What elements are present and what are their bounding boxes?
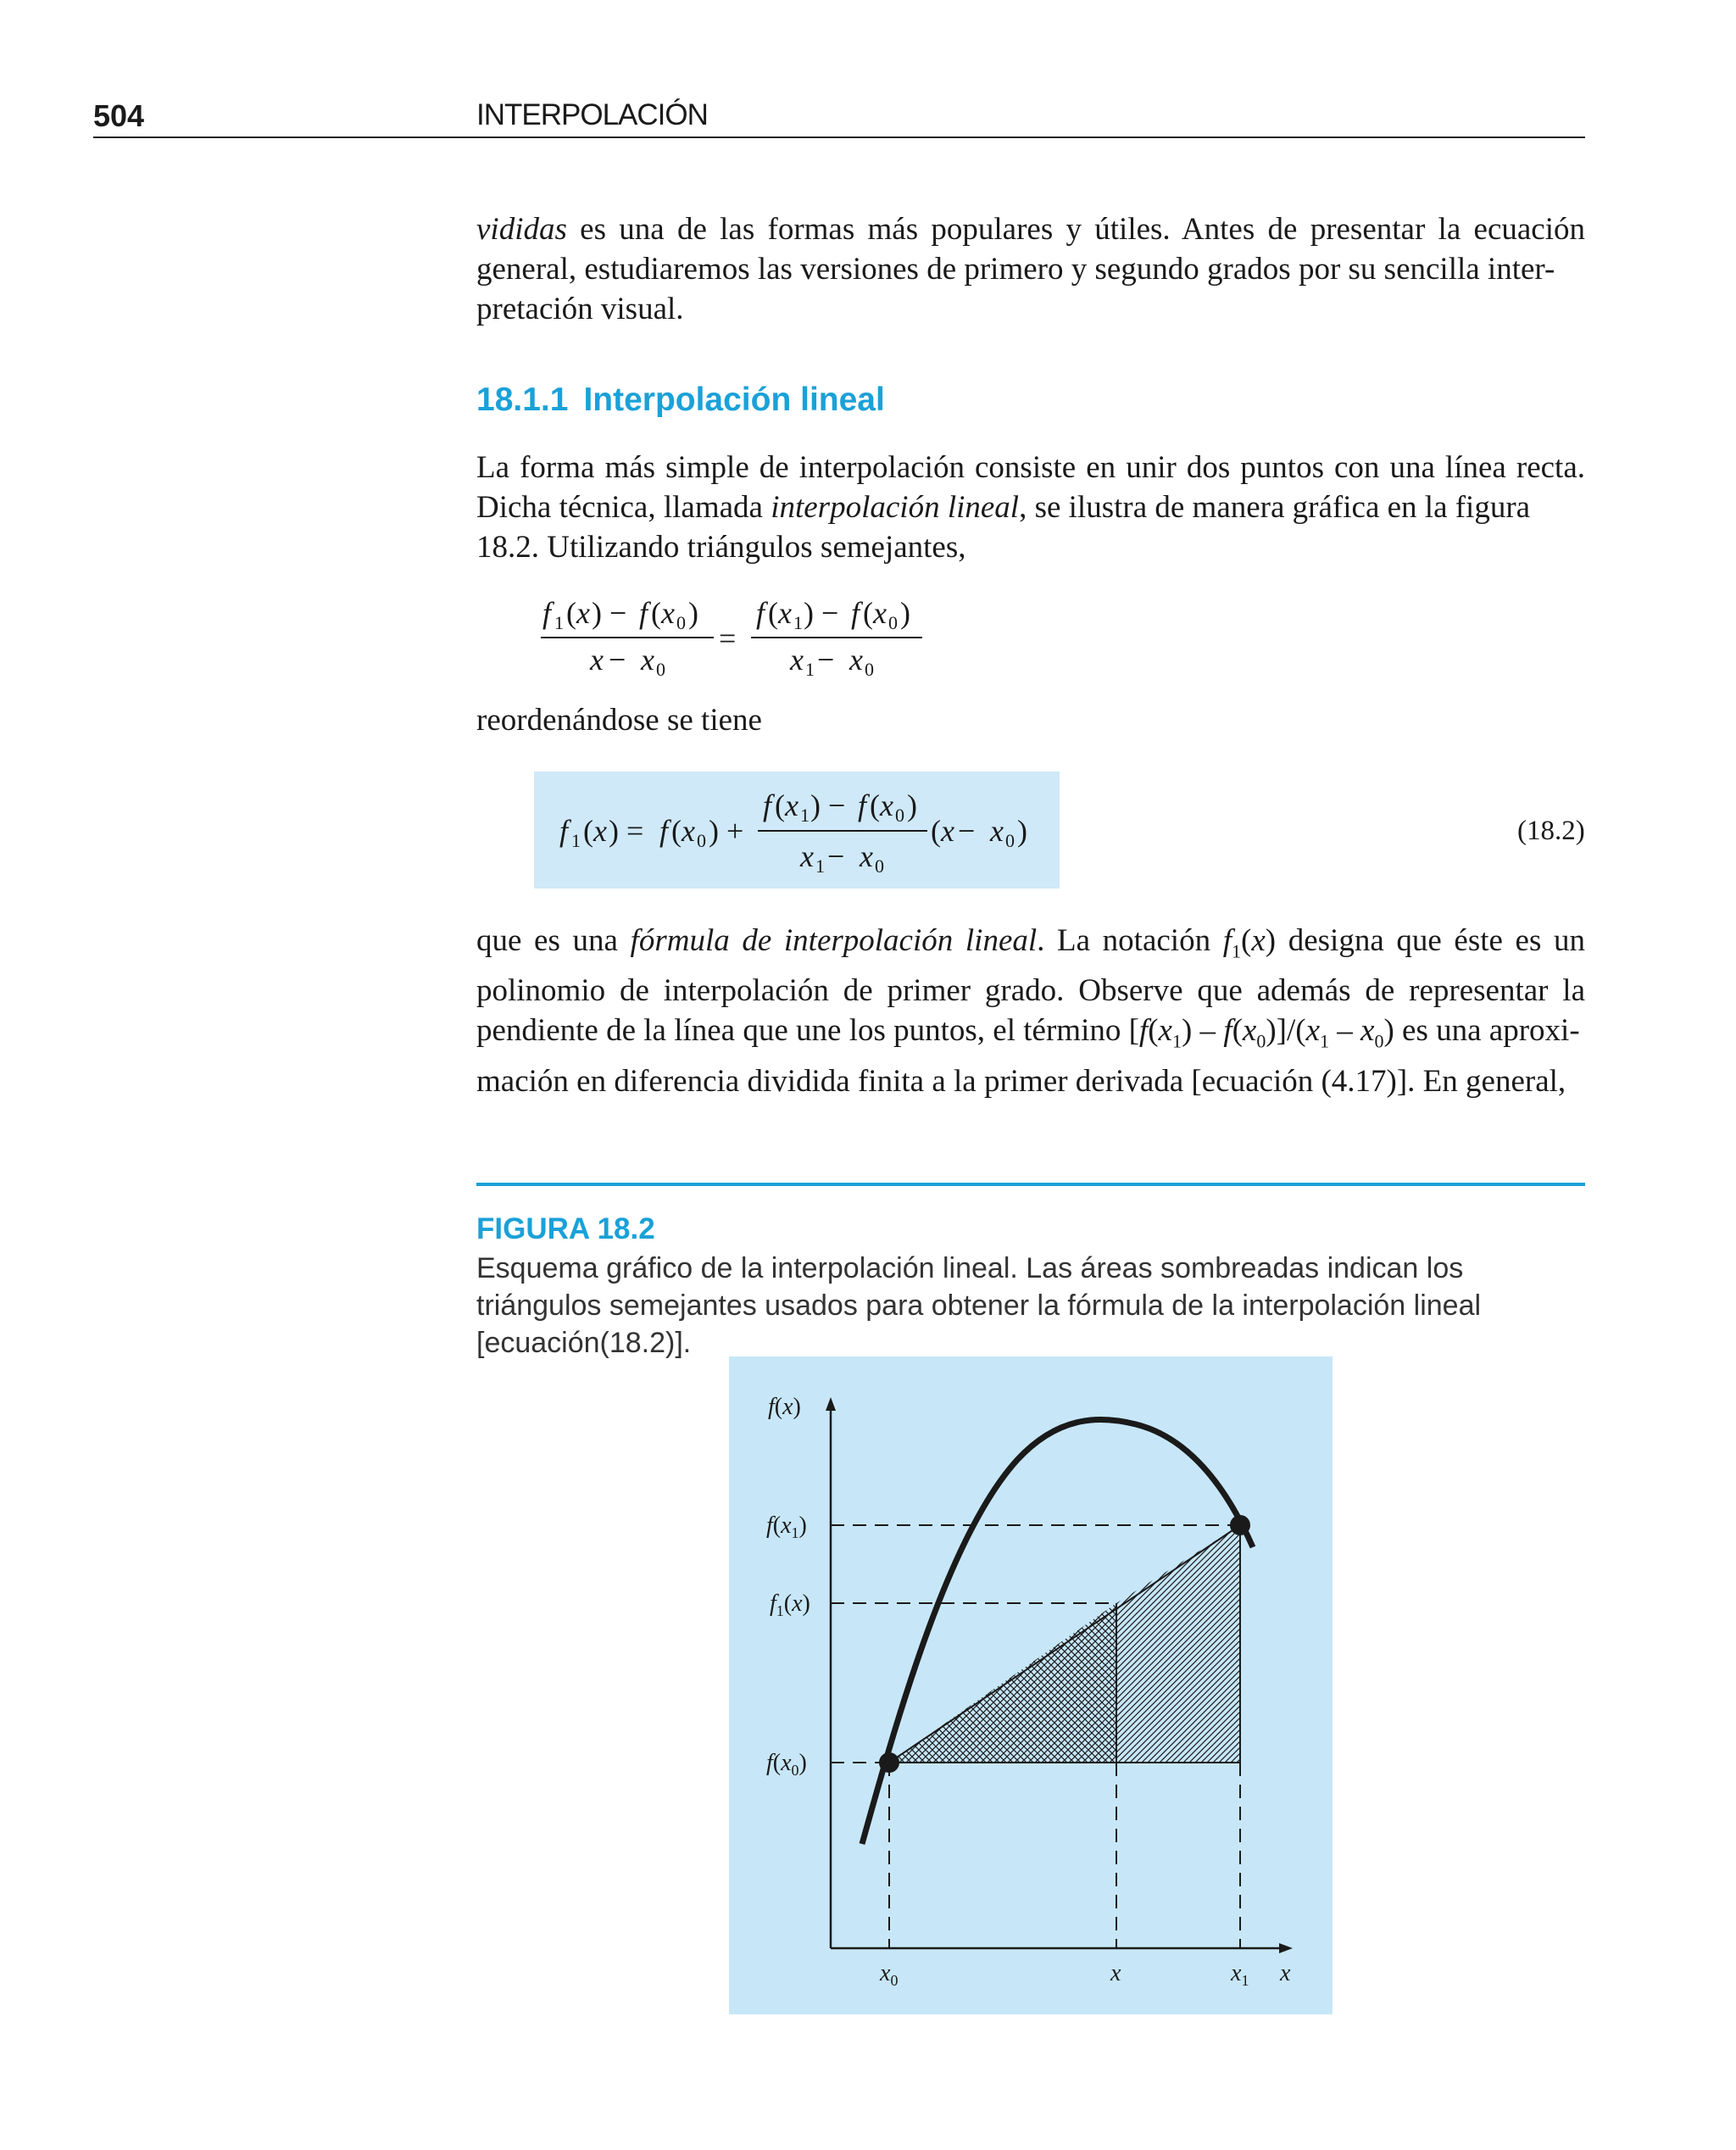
text: es una aproxi- [1394,1013,1580,1049]
svg-text:f: f [659,814,669,848]
svg-text:1: 1 [805,659,815,680]
svg-text:(: ( [775,788,785,822]
math-x: x [1251,923,1266,958]
math-term: $[f(x_1) - f(x_0)]/(x_1 - x_0)$ [1128,1013,1394,1052]
svg-text:): ) [907,788,917,822]
svg-text:x: x [790,643,804,677]
svg-text:(: ( [870,788,880,822]
x-axis-arrow-icon [1279,1943,1293,1953]
math-paren: ( [1241,923,1252,958]
svg-text:−: − [609,643,626,677]
svg-text:1: 1 [554,612,564,633]
svg-text:f: f [858,788,867,822]
svg-text:): ) [900,596,910,630]
svg-text:(: ( [566,596,576,630]
svg-text:x: x [593,814,607,848]
text: es una de las formas más populares y útiles. Antes de presentar la ecuación general, estudiaremos las versiones de primero y segundo grados por su sencilla inter- [476,212,1585,287]
linear-interpolation-diagram [729,1356,1333,2014]
text: . La notación [1037,923,1223,958]
paragraph-notation [476,921,1585,1101]
tick-x0: $x_0$ [880,1960,899,1989]
svg-text:(: ( [931,814,941,848]
math-paren: ) [1265,923,1277,958]
svg-text:f: f [763,788,772,822]
svg-text:−: − [827,839,845,873]
svg-text:x: x [778,596,792,630]
svg-text:f: f [639,596,648,630]
page-number: 504 [93,98,145,133]
emphasis: vididas [476,212,567,247]
equation-number: (18.2) [1517,816,1585,846]
figure-label: FIGURA 18.2 [476,1212,655,1245]
running-head: INTERPOLACIÓN [476,98,708,131]
svg-text:) −: ) − [592,596,627,630]
tick-x: x [1110,1960,1121,1986]
section-heading [476,382,885,419]
svg-text:x: x [576,596,590,630]
svg-text:f: f [756,596,765,630]
svg-text:0: 0 [1005,830,1015,851]
svg-text:x: x [590,643,604,677]
text: pretación visual. [476,292,684,326]
paragraph-rearrange: reordenándose se tiene [476,703,762,738]
svg-text:0: 0 [875,855,884,877]
tick-x1: $x_1$ [1231,1960,1249,1989]
svg-text:(: ( [671,814,682,848]
svg-text:f: f [559,814,569,848]
point-x1 [1230,1515,1250,1535]
hatched-triangle [1116,1525,1240,1763]
y-axis-arrow-icon [826,1397,836,1411]
math-sub: 1 [1232,940,1241,962]
text: La forma más simple de interpolación consiste en unir dos puntos con una línea recta. Dicha técnica, llamada [476,450,1585,525]
svg-text:1: 1 [793,612,803,633]
svg-text:1: 1 [815,855,825,877]
equation-box [534,771,1060,888]
math-f1x: f [1222,923,1232,958]
svg-text:x: x [941,814,954,848]
svg-text:): ) [1017,814,1027,848]
tick-fx1: $f(x_1)$ [766,1512,807,1541]
svg-text:) =: ) = [609,814,644,848]
svg-text:0: 0 [895,805,904,826]
svg-text:−: − [958,814,976,848]
x-axis-label: x [1280,1960,1291,1986]
y-axis-label: f(x) [768,1394,801,1420]
emphasis: interpolación lineal [771,490,1020,525]
svg-text:x: x [641,643,654,677]
paragraph-linear [476,448,1585,567]
linear-interpolation-formula [534,771,1060,888]
svg-text:0: 0 [697,830,706,851]
svg-text:) −: ) − [804,596,839,630]
svg-text:x: x [873,596,887,630]
emphasis: fórmula de interpolación lineal [630,923,1038,958]
point-x0 [879,1752,899,1773]
svg-text:x: x [785,788,798,822]
tick-fx0: $f(x_0)$ [766,1750,807,1779]
svg-text:0: 0 [656,659,665,680]
figure-panel [729,1356,1333,2014]
svg-text:x: x [990,814,1004,848]
svg-text:x: x [800,839,814,873]
svg-text:f: f [542,596,552,630]
text: que es una [476,923,631,958]
tick-f1x: $f_1(x)$ [770,1590,810,1619]
svg-text:) −: ) − [810,788,846,822]
svg-text:0: 0 [888,612,898,633]
figure-rule [476,1183,1585,1186]
svg-text:0: 0 [865,659,874,680]
svg-text:): ) [688,596,698,630]
text: 18.2. Utilizando triángulos semejantes, [476,530,966,565]
svg-text:(: ( [583,814,593,848]
svg-text:x: x [860,839,873,873]
svg-text:(: ( [651,596,661,630]
section-title: Interpolación lineal [583,382,885,418]
section-number: 18.1.1 [476,382,569,418]
svg-text:1: 1 [800,805,810,826]
svg-text:=: = [719,621,737,655]
header-rule [93,136,1585,138]
svg-text:x: x [880,788,893,822]
svg-text:−: − [817,643,835,677]
text: designa que éste es un polinomio de interpolación de primer grado. Observe que además de representar la pendiente de la línea que une los puntos, el término [476,923,1586,1049]
paragraph-intro [476,209,1585,329]
svg-text:x: x [849,643,863,677]
figure-caption: Esquema gráfico de la interpolación lineal. Las áreas sombreadas indican los triángulos semejantes usados para obtener la fórmula de la interpolación lineal [ecuación(18.2)]. [476,1252,1482,1359]
svg-text:x: x [682,814,695,848]
similar-triangles-equation [534,585,941,687]
svg-text:) +: ) + [709,814,744,848]
svg-text:(: ( [863,596,873,630]
svg-text:(: ( [768,596,778,630]
svg-text:f: f [851,596,860,630]
svg-text:x: x [661,596,675,630]
text: , se ilustra de manera gráfica en la figura [1019,490,1531,525]
svg-text:0: 0 [676,612,686,633]
svg-text:1: 1 [571,830,581,851]
text: mación en diferencia dividida finita a la primer derivada [ecuación (4.17)]. En general, [476,1063,1566,1099]
